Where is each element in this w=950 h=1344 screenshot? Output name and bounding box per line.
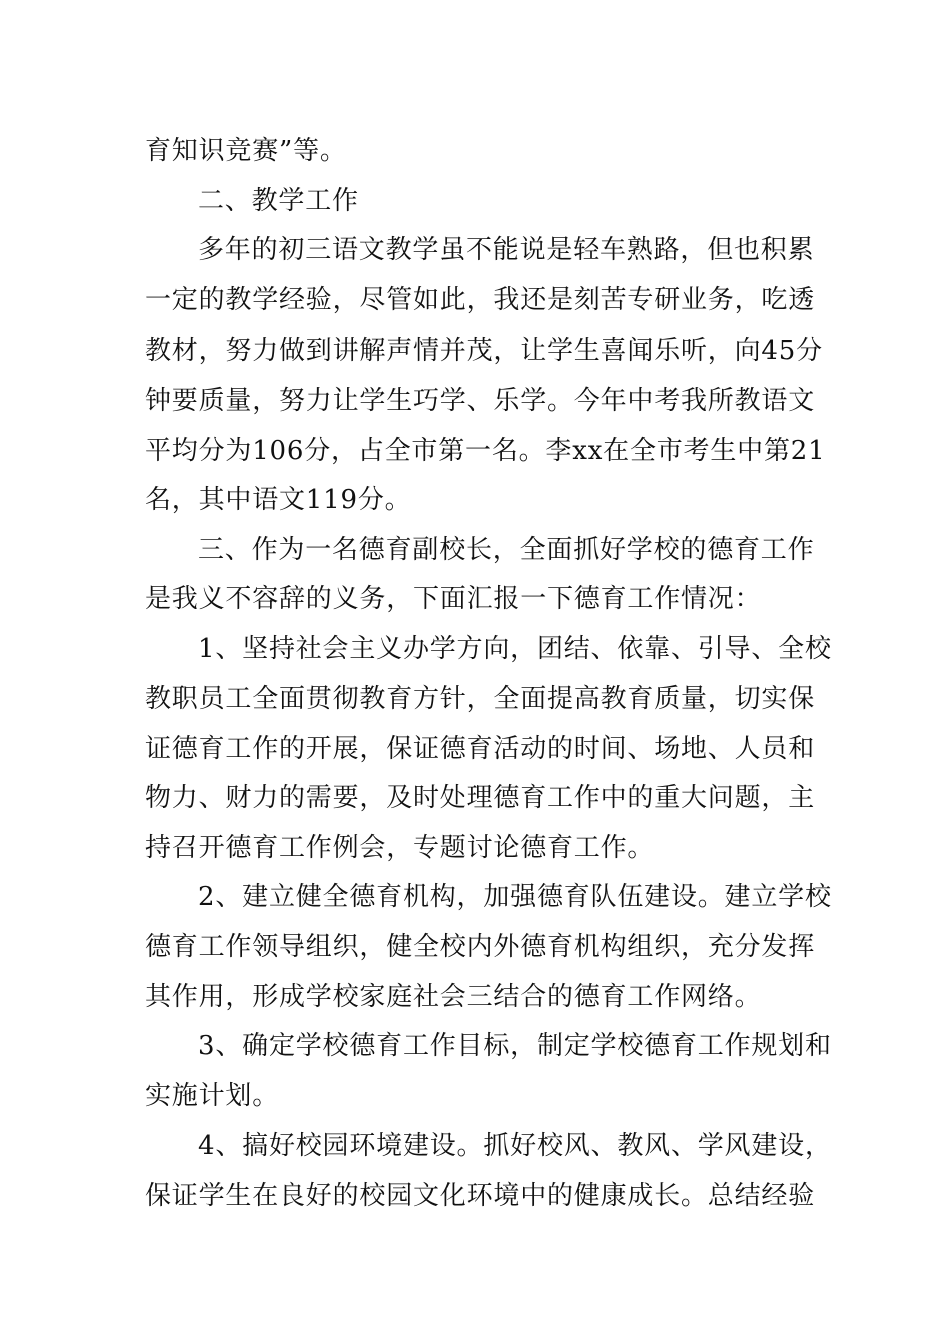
text-line: 实施计划。 [145,1081,280,1111]
text-line: 钟要质量，努力让学生巧学、乐学。今年中考我所教语文 [145,386,816,416]
text-line: 德育工作领导组织，健全校内外德育机构组织，充分发挥 [145,932,816,962]
text-line: 物力、财力的需要，及时处理德育工作中的重大问题，主 [145,783,816,813]
list-item: 1、坚持社会主义办学方向，团结、依靠、引导、全校 [198,634,832,664]
text-line: 名，其中语文119分。 [145,485,412,515]
text-line: 保证学生在良好的校园文化环境中的健康成长。总结经验 [145,1181,816,1211]
text-line: 一定的教学经验，尽管如此，我还是刻苦专研业务，吃透 [145,285,816,315]
section-heading: 三、作为一名德育副校长，全面抓好学校的德育工作 [198,535,815,565]
text-line: 多年的初三语文教学虽不能说是轻车熟路，但也积累 [198,235,815,265]
text-line: 教材，努力做到讲解声情并茂，让学生喜闻乐听，向45分 [145,336,823,366]
text-line: 平均分为106分，占全市第一名。李xx在全市考生中第21 [145,436,826,466]
text-line: 持召开德育工作例会，专题讨论德育工作。 [145,833,655,863]
text-line: 其作用，形成学校家庭社会三结合的德育工作网络。 [145,982,762,1012]
list-item: 2、建立健全德育机构，加强德育队伍建设。建立学校 [198,882,832,912]
text-line: 教职员工全面贯彻教育方针，全面提高教育质量，切实保 [145,684,816,714]
list-item: 4、搞好校园环境建设。抓好校风、教风、学风建设， [198,1131,832,1161]
text-line: 育知识竞赛”等。 [145,136,347,166]
list-item: 3、确定学校德育工作目标，制定学校德育工作规划和 [198,1031,832,1061]
text-line: 证德育工作的开展，保证德育活动的时间、场地、人员和 [145,734,816,764]
section-heading: 二、教学工作 [198,186,359,216]
text-line: 是我义不容辞的义务，下面汇报一下德育工作情况： [145,584,762,614]
